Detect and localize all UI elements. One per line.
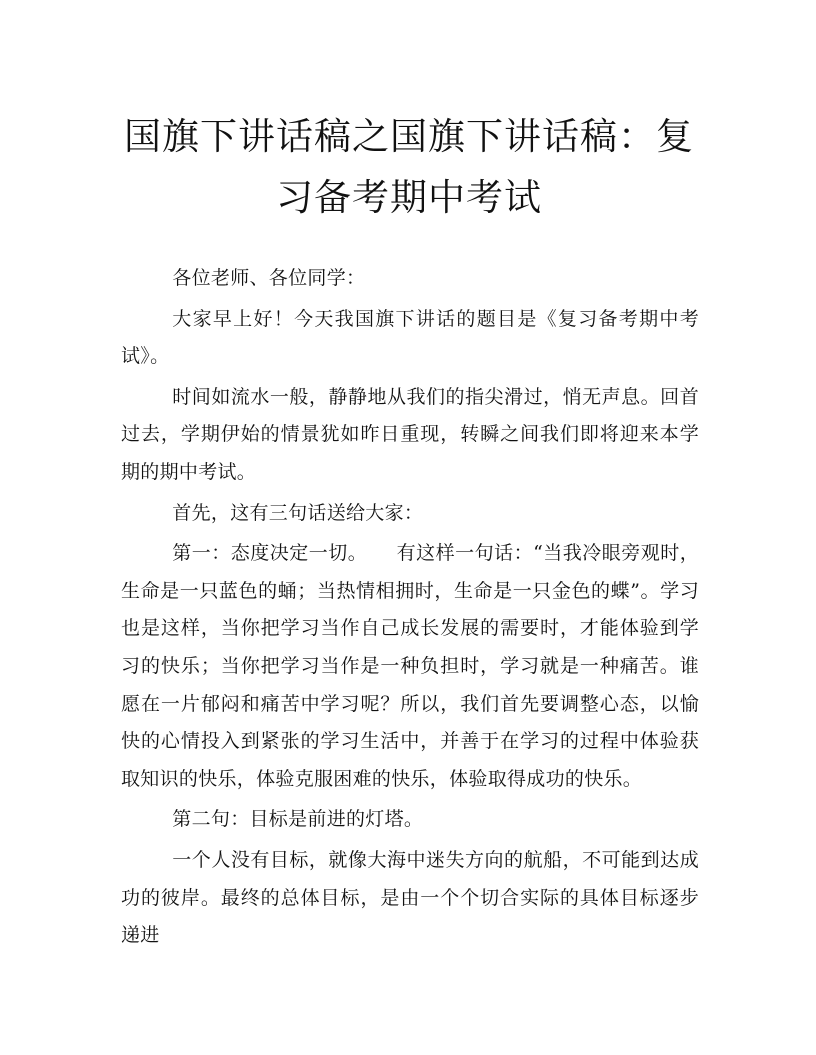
- paragraph-first-sentence: 第一：态度决定一切。 有这样一句话：“当我冷眼旁观时，生命是一只蓝色的蛹；当热情相拥时，生命是一只金色的蝶”。学习也是这样，当你把学习当作自己成长发展的需要时，才能体验到学习的快乐；当你把学习当作是一种负担时，学习就是一种痛苦。谁愿在一片郁闷和痛苦中学习呢？所以，我们首先要调整心态，以愉快的心情投入到紧张的学习生活中，并善于在学习的过程中体验获取知识的快乐，体验克服困难的快乐，体验取得成功的快乐。: [121, 542, 699, 790]
- paragraph-three-sentences: 首先，这有三句话送给大家：: [172, 501, 424, 524]
- document-body: [121, 260, 699, 958]
- paragraph-second-sentence: 第二句：目标是前进的灯塔。: [172, 808, 424, 831]
- paragraph-greeting: 各位老师、各位同学：: [172, 267, 366, 289]
- paragraph-topic: 大家早上好！今天我国旗下讲话的题目是《复习备考期中考试》。: [121, 307, 699, 368]
- paragraph-time: 时间如流水一般，静静地从我们的指尖滑过，悄无声息。回首过去，学期伊始的情景犹如昨日重现，转瞬之间我们即将迎来本学期的期中考试。: [121, 385, 699, 483]
- document-title: 国旗下讲话稿之国旗下讲话稿：复习备考期中考试: [124, 115, 694, 219]
- paragraph-goal: 一个人没有目标，就像大海中迷失方向的航船，不可能到达成功的彼岸。最终的总体目标，是由一个个切合实际的具体目标逐步递进: [121, 848, 699, 947]
